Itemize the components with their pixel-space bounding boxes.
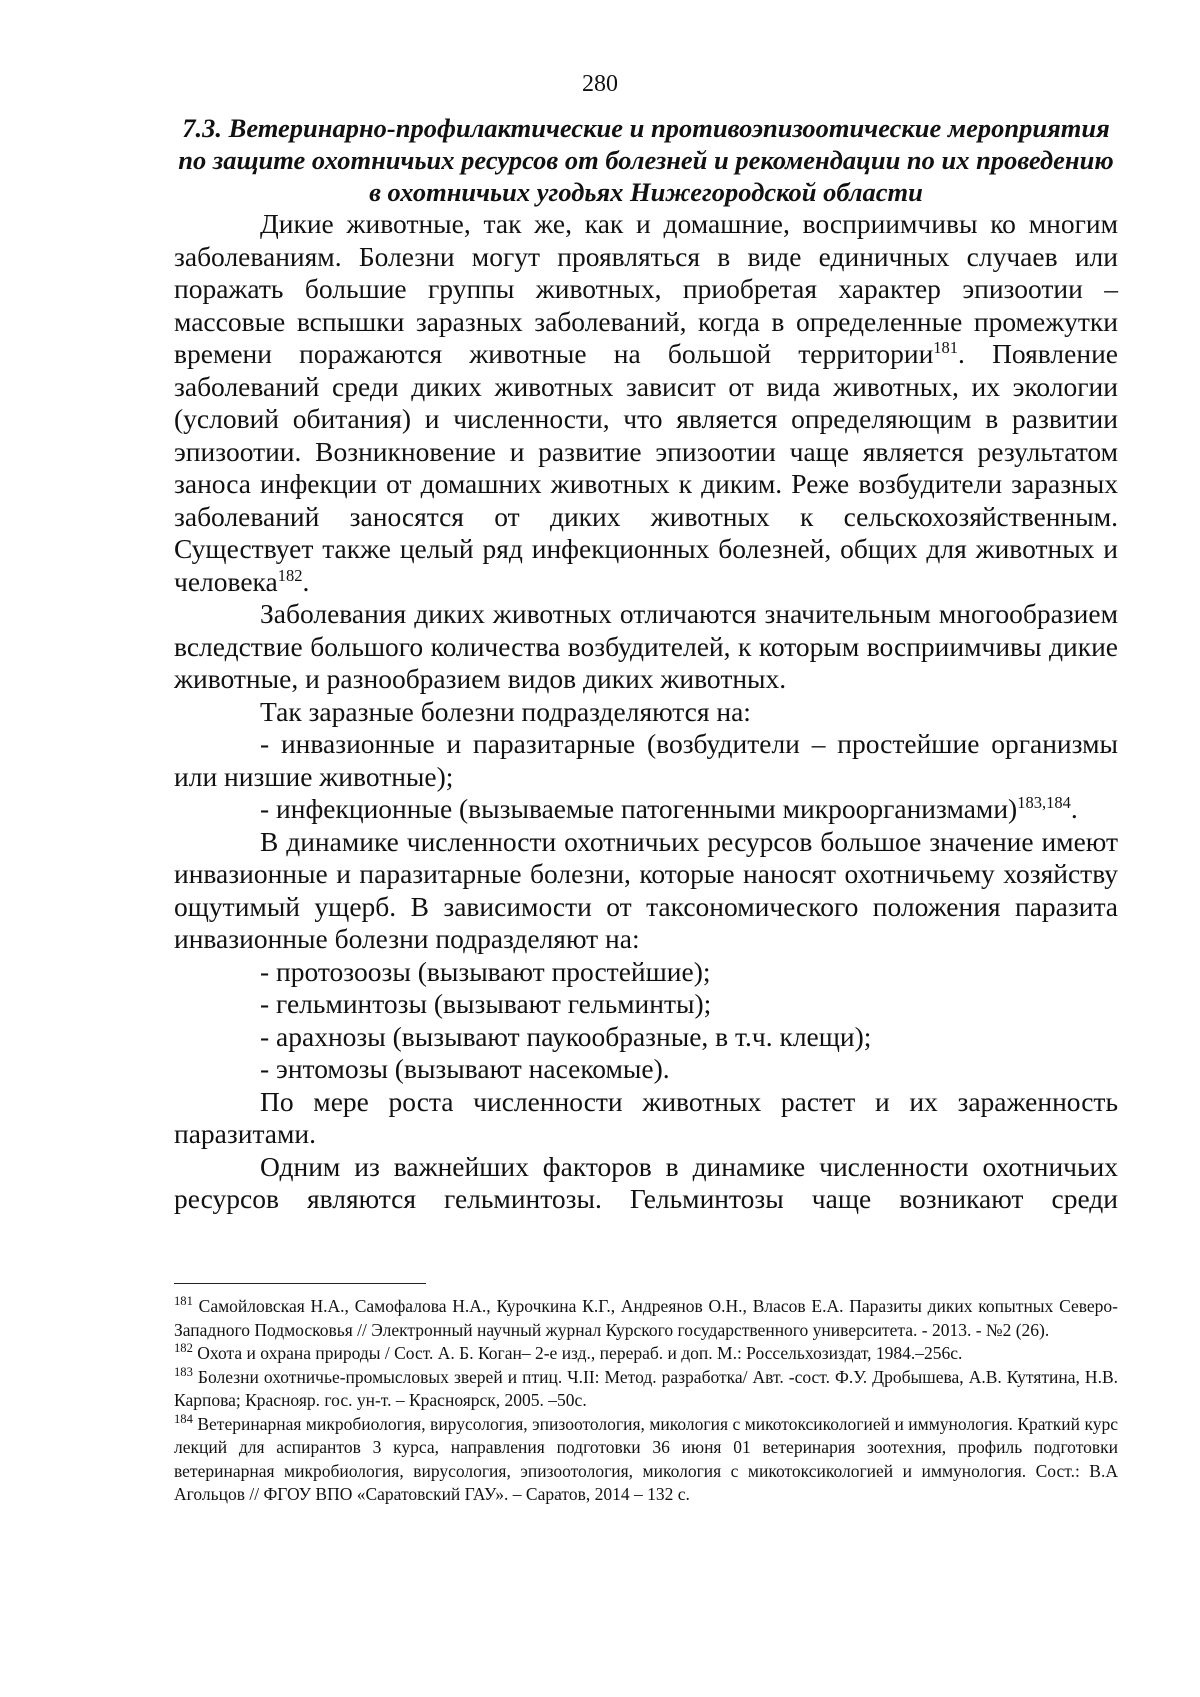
- paragraph: Заболевания диких животных отличаются значительным многообразием вследствие большого количества возбудителей, к которым восприимчивы дикие животные, и разнообразием видов диких животных.: [174, 598, 1118, 694]
- footnotes: [174, 1295, 1118, 1507]
- list-item: - протозоозы (вызывают простейшие);: [260, 955, 711, 987]
- footnote: $^{182}$ Охота и охрана природы / Сост. А. Б. Коган– 2-е изд., перераб. и доп. М.: Россельхозиздат, 1984.–256с.: [174, 1341, 963, 1363]
- footnote-number: 184: [174, 1411, 193, 1426]
- body-text: [174, 208, 1118, 1216]
- footnote-divider: [174, 1283, 426, 1284]
- footnote-number: 182: [174, 1341, 193, 1356]
- paragraph: Так заразные болезни подразделяются на:: [260, 695, 751, 727]
- footnote-number: 181: [174, 1294, 193, 1309]
- footnote-number: 183: [174, 1364, 193, 1379]
- paragraph: Одним из важнейших факторов в динамике численности охотничьих ресурсов являются гельминтозы. Гельминтозы чаще возникают среди: [174, 1150, 1118, 1214]
- footnote: $^{184}$ Ветеринарная микробиология, вирусология, эпизоотология, микология с микотоксикологией и иммунология. Краткий курс лекций для аспирантов 3 курса, направления подготовки 36 июня 01 ветеринария зоотехния, профиль подготовки ветеринарная микробиология, вирусология, эпизоотология, микология с микотоксикологией и иммунология. Сост.: В.А Агольцов // ФГОУ ВПО «Саратовский ГАУ». – Саратов, 2014 – 132 с.: [174, 1411, 1118, 1504]
- list-item: - энтомозы (вызывают насекомые).: [260, 1053, 670, 1084]
- footnote-ref[interactable]: 181: [933, 337, 959, 357]
- list-item: - инвазионные и паразитарные (возбудители – простейшие организмы или низшие животные);: [174, 728, 1118, 792]
- footnote-ref[interactable]: 182: [277, 565, 303, 585]
- main-content: [174, 112, 1118, 1216]
- paragraph: Дикие животные, так же, как и домашние, восприимчивы ко многим заболеваниям. Болезни могут проявляться в виде единичных случаев или поражать большие группы животных, приобретая характер эпизоотии – массовые вспышки заразных заболеваний, когда в определенные промежутки времени поражаются животные на большой территории$^{181}$. Появление заболеваний среди диких животных зависит от вида животных, их экологии (условий обитания) и численности, что является определяющим в развитии эпизоотии. Возникновение и развитие эпизоотии чаще является результатом заноса инфекции от домашних животных к диким. Реже возбудители заразных заболеваний заносятся от диких животных к сельскохозяйственным. Существует также целый ряд инфекционных болезней, общих для животных и человека$^{182}$.: [174, 208, 1118, 597]
- list-item: - инфекционные (вызываемые патогенными микроорганизмами)$^{183,184}$.: [260, 792, 1078, 824]
- list-item: - арахнозы (вызывают паукообразные, в т.ч. клещи);: [260, 1020, 872, 1052]
- paragraph: В динамике численности охотничьих ресурсов большое значение имеют инвазионные и паразитарные болезни, которые наносят охотничьему хозяйству ощутимый ущерб. В зависимости от таксономического положения паразита инвазионные болезни подразделяют на:: [174, 825, 1118, 954]
- footnote-ref[interactable]: 183,184: [1017, 792, 1071, 812]
- page-number: 280: [582, 71, 618, 97]
- footnote: $^{181}$ Самойловская Н.А., Самофалова Н.А., Курочкина К.Г., Андреянов О.Н., Власов Е.А. Паразиты диких копытных Северо-Западного Подмосковья // Электронный научный журнал Курского государственного университета. - 2013. - №2 (26).: [174, 1294, 1118, 1340]
- section-heading: 7.3. Ветеринарно-профилактические и противоэпизоотические мероприятия по защите охотничьих ресурсов от болезней и рекомендации по их проведению в охотничьих угодьях Нижегородской области: [178, 113, 1114, 207]
- footnote: $^{183}$ Болезни охотничье-промысловых зверей и птиц. Ч.II: Метод. разработка/ Авт. -сост. Ф.У. Дробышева, А.В. Кутятина, Н.В. Карпова; Краснояр. гос. ун-т. – Красноярск, 2005. –50с.: [174, 1364, 1118, 1410]
- paragraph: По мере роста численности животных растет и их зараженность паразитами.: [174, 1085, 1118, 1149]
- list-item: - гельминтозы (вызывают гельминты);: [260, 988, 712, 1019]
